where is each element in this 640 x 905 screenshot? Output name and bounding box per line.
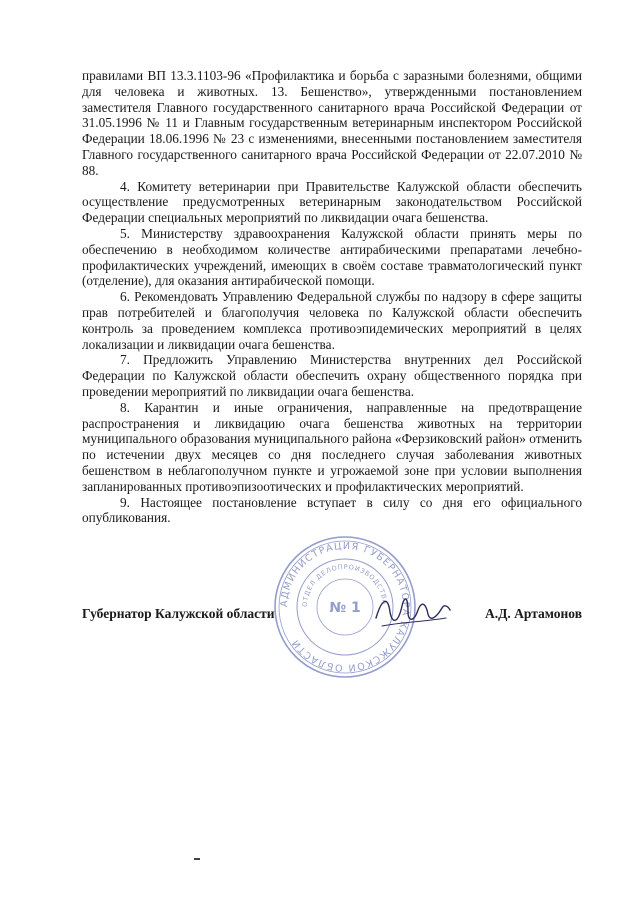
paragraph-item-6: 6. Рекомендовать Управлению Федеральной службы по надзору в сфере защиты прав потребителей и благополучия человека по Калужской области обеспечить контроль за проведением комплекса противоэпидемических мероприятий в целях локализации и ликвидации очага бешенства. xyxy=(82,289,582,352)
signature-block xyxy=(82,606,582,630)
stamp-number: № 1 xyxy=(329,600,361,616)
stamp-outer-text: АДМИНИСТРАЦИЯ ГУБЕРНАТОРА КАЛУЖСКОЙ ОБЛАСТИ xyxy=(278,540,412,674)
scan-artifact-mark xyxy=(194,858,200,860)
paragraph-item-5: 5. Министерству здравоохранения Калужской области принять меры по обеспечению в необходимом количестве антирабическими препаратами лечебно-профилактических учреждений, имеющих в своём составе травматологический пункт (отделение), для оказания антирабической помощи. xyxy=(82,225,582,289)
handwritten-signature xyxy=(372,588,452,638)
paragraph-item-9: 9. Настоящее постановление вступает в силу со дня его официального опубликования. xyxy=(82,494,582,526)
paragraph-item-4: 4. Комитету ветеринарии при Правительстве Калужской области обеспечить осуществление предусмотренных ветеринарным законодательством Российской Федерации специальных мероприятий по ликвидации очага бешенства. xyxy=(82,178,582,226)
paragraph-item-8: 8. Карантин и иные ограничения, направленные на предотвращение распространения и ликвидацию очага бешенства животных на территории муниципального образования муниципального района «Ферзиковский район» отменить по истечении двух месяцев со дня последнего случая заболевания животных бешенством в неблагополучном пункте и угрожаемой зоне при условии выполнения запланированных противоэпизоотических и профилактических мероприятий. xyxy=(82,399,582,494)
paragraph-continuation: правилами ВП 13.3.1103-96 «Профилактика и борьба с заразными болезнями, общими для человека и животных. 13. Бешенство», утвержденными постановлением заместителя Главного государственного санитарного врача Российской Федерации от 31.05.1996 № 11 и Главным государственным ветеринарным инспектором Российской Федерации 18.06.1996 № 23 с изменениями, внесенными постановлением заместителя Главного государственного санитарного врача Российской Федерации от 22.07.2010 № 88. xyxy=(82,68,582,178)
document-body xyxy=(82,68,582,526)
paragraph-item-7: 7. Предложить Управлению Министерства внутренних дел Российской Федерации по Калужской области обеспечить охрану общественного порядка при проведении мероприятий по ликвидации очага бешенства. xyxy=(82,352,582,399)
signatory-name: А.Д. Артамонов xyxy=(484,606,582,621)
stamp-inner-text: ОТДЕЛ ДЕЛОПРОИЗВОДСТВА xyxy=(300,562,390,608)
signatory-title: Губернатор Калужской области xyxy=(82,606,275,621)
